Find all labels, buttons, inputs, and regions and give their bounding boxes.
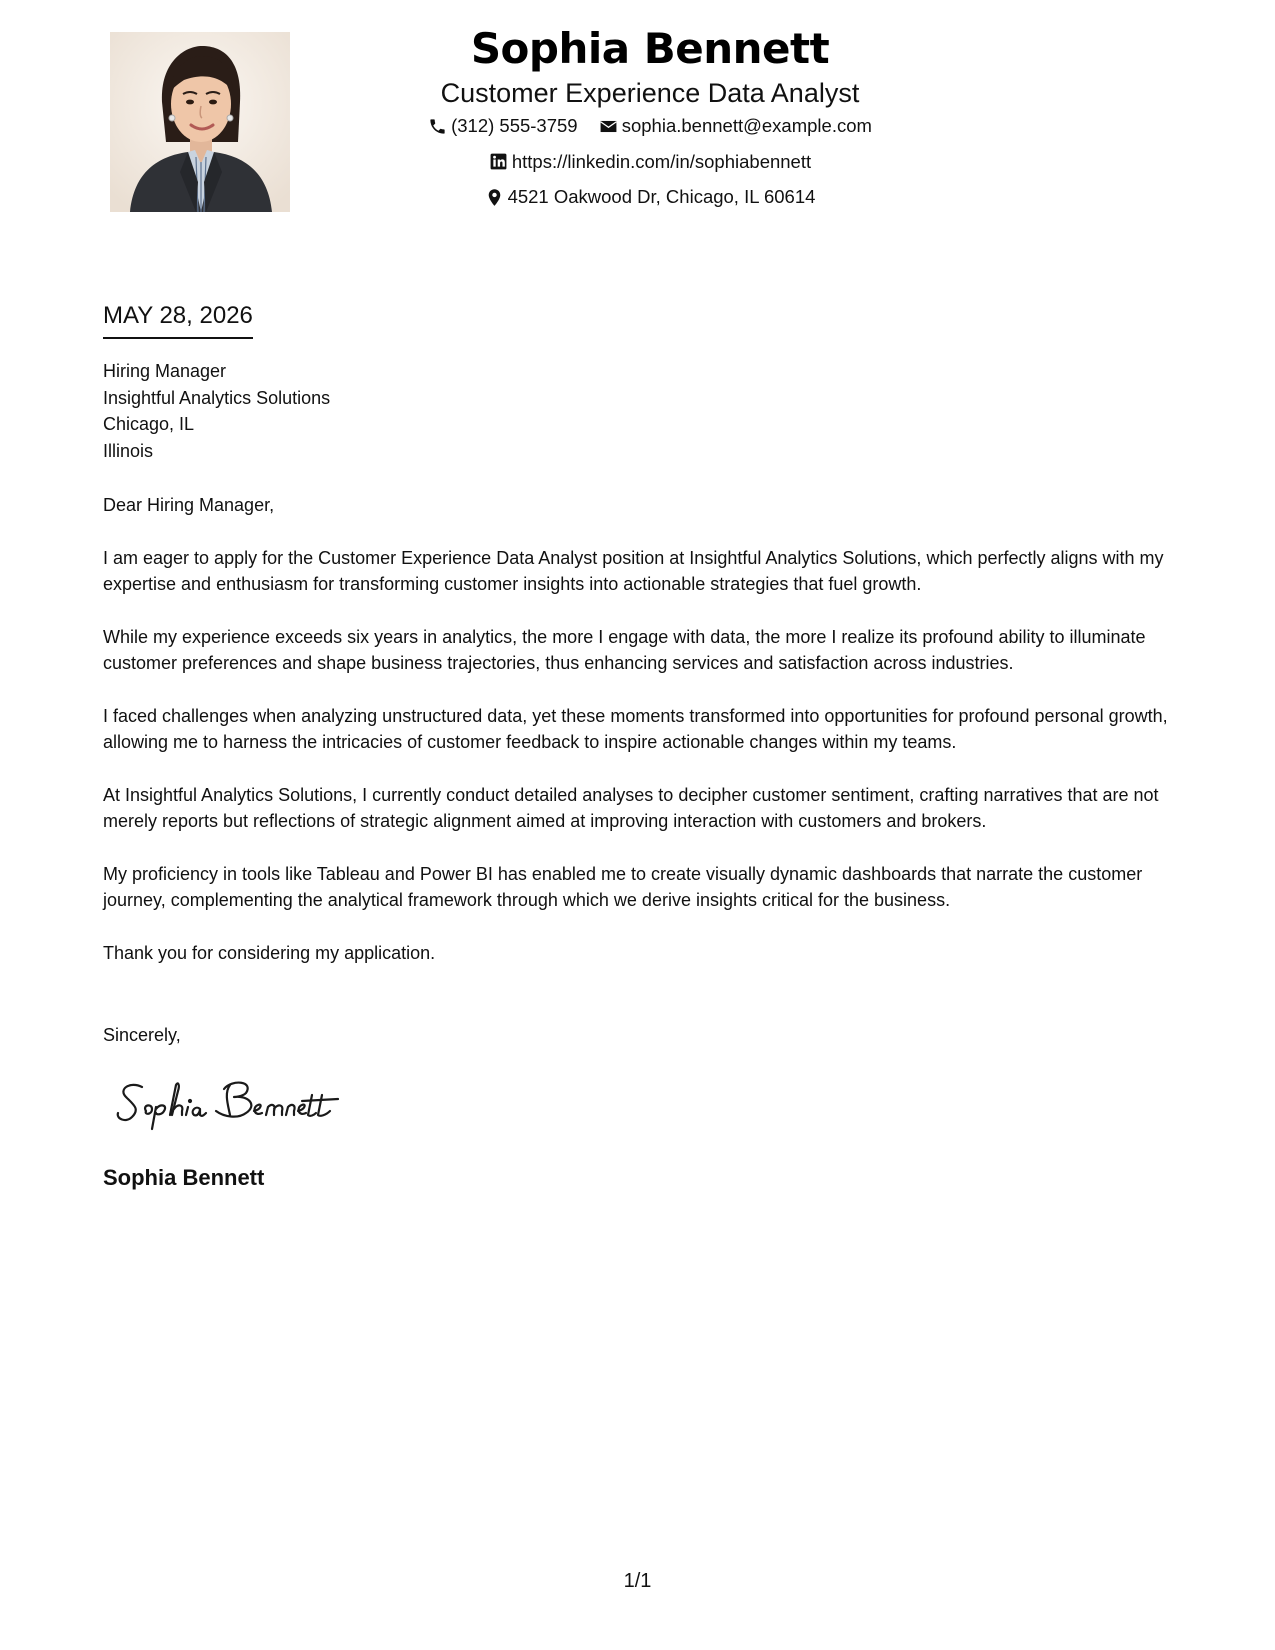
body-paragraph: I am eager to apply for the Customer Experience Data Analyst position at Insightful Analytics Solutions, which perfectly aligns with my expertise and enthusiasm for transforming customer insights into actionable strategies that fuel growth. [103,548,1164,594]
address-contact [485,181,816,213]
page-number: 1/1 [623,1570,652,1592]
signature-image [112,1075,352,1135]
portrait-image [110,32,290,212]
recipient-block [103,358,330,464]
closing-salutation: Sincerely, [103,1025,181,1045]
recipient-city: Chicago, IL [103,414,195,434]
resume-header [300,22,1000,217]
body-paragraph: At Insightful Analytics Solutions, I currently conduct detailed analyses to decipher customer sentiment, crafting narratives that are not merely reports but reflections of strategic alignment aimed at improving interaction with customers and brokers. [103,785,1159,831]
recipient-title: Hiring Manager [103,361,227,381]
email-text: sophia.bennett@example.com [621,115,872,136]
linkedin-contact[interactable] [489,146,811,178]
contact-line-2 [300,146,1000,182]
body-paragraph: My proficiency in tools like Tableau and Power BI has enabled me to create visually dynamic dashboards that narrate the customer journey, complementing the analytical framework through which we derive insights critical for the business. [103,864,1143,910]
signed-name: Sophia Bennett [103,1165,265,1190]
letter-date: MAY 28, 2026 [103,298,253,339]
linkedin-text: https://linkedin.com/in/sophiabennett [511,150,812,172]
applicant-name: Sophia Bennett [470,24,830,73]
profile-photo [110,32,290,212]
phone-icon [428,117,447,136]
contact-line-3 [300,181,1000,217]
job-title: Customer Experience Data Analyst [440,78,860,108]
map-pin-icon [485,188,504,207]
email-contact[interactable] [599,110,872,142]
thank-you-line: Thank you for considering my application. [103,943,436,963]
phone-text: (312) 555-3759 [451,115,578,136]
phone-contact[interactable] [428,110,578,142]
recipient-company: Insightful Analytics Solutions [103,387,331,408]
recipient-state: Illinois [103,440,154,461]
greeting: Dear Hiring Manager, [103,495,275,515]
address-text: 4521 Oakwood Dr, Chicago, IL 60614 [507,186,816,207]
contact-line-1 [300,110,1000,146]
envelope-icon [599,117,618,136]
body-paragraph: While my experience exceeds six years in analytics, the more I engage with data, the more I realize its profound ability to illuminate customer preferences and shape business trajectories, thus enhancing services and satisfaction across industries. [103,627,1146,673]
linkedin-icon [489,152,508,171]
letter-body [103,492,1183,993]
body-paragraph: I faced challenges when analyzing unstructured data, yet these moments transformed into opportunities for profound personal growth, allowing me to harness the intricacies of customer feedback to inspire actionable changes within my teams. [103,706,1168,752]
handwritten-signature [112,1075,352,1135]
